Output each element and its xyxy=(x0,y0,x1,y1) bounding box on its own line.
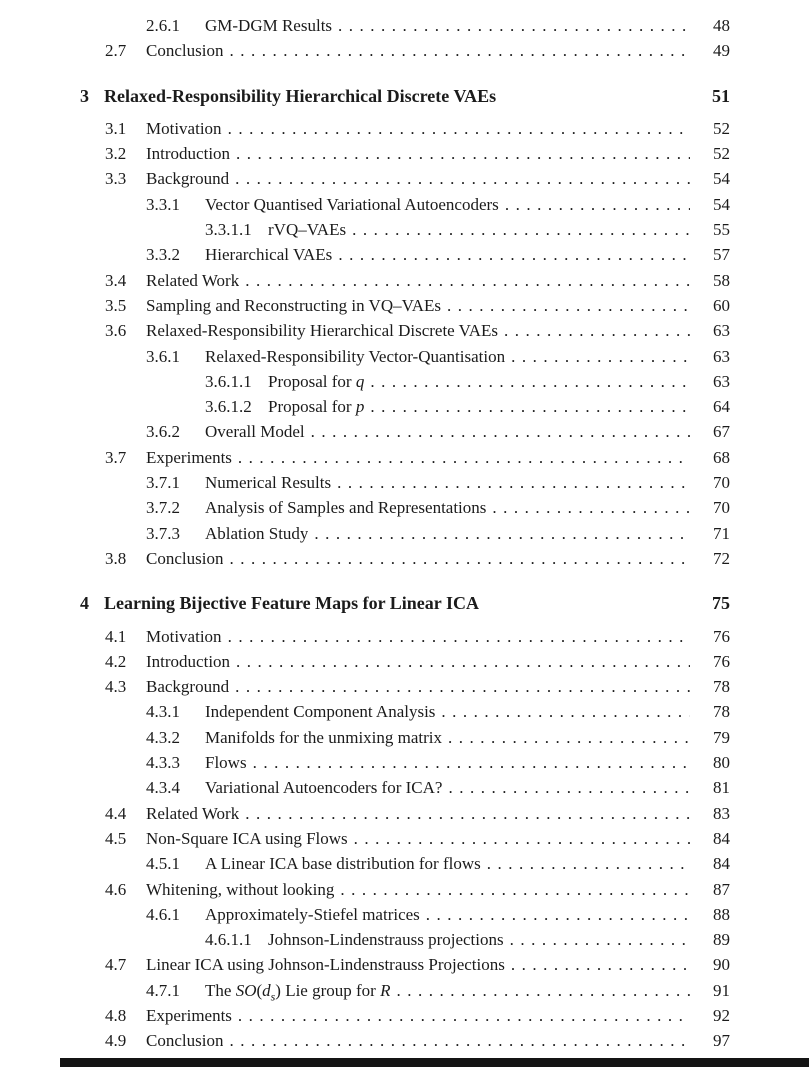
plain-text: ) xyxy=(275,980,281,1000)
entry-title: Linear ICA using Johnson-Lindenstrauss Projections xyxy=(146,955,505,975)
entry-number: 4.6 xyxy=(105,879,127,899)
entry-number: 4.1 xyxy=(105,626,127,646)
entry-title: Johnson-Lindenstrauss projections xyxy=(268,930,504,950)
entry-title: Ablation Study xyxy=(205,523,309,543)
leader-dots xyxy=(245,268,690,293)
toc-entry-row[interactable] xyxy=(80,750,730,775)
page-number: 71 xyxy=(713,523,730,543)
entry-number: 4.6.1 xyxy=(146,904,180,924)
page-number: 54 xyxy=(713,169,730,189)
toc-entry-row[interactable] xyxy=(80,624,730,649)
page-number: 51 xyxy=(712,85,730,106)
entry-number: 4.7.1 xyxy=(146,980,180,1000)
page-number: 54 xyxy=(713,194,730,214)
entry-number: 4.3 xyxy=(105,677,127,697)
entry-title: Numerical Results xyxy=(205,473,332,493)
math-text: SO xyxy=(235,980,257,1000)
page-number: 78 xyxy=(713,702,730,722)
page-number: 84 xyxy=(713,854,730,874)
entry-title: Learning Bijective Feature Maps for Linear ICA xyxy=(104,593,479,614)
page-number: 60 xyxy=(713,295,730,315)
entry-number: 3.7.3 xyxy=(146,523,180,543)
entry-number: 3.6.1 xyxy=(146,346,180,366)
entry-title xyxy=(268,394,364,419)
page-number: 97 xyxy=(713,1031,730,1051)
page-number: 52 xyxy=(713,144,730,164)
leader-dots xyxy=(338,242,690,267)
math-text: R xyxy=(380,980,391,1000)
leader-dots xyxy=(504,318,690,343)
plain-text: Lie group for xyxy=(280,980,381,1000)
entry-title: Non-Square ICA using Flows xyxy=(146,828,348,848)
page-number: 63 xyxy=(713,346,730,366)
leader-dots xyxy=(511,344,690,369)
plain-text: Proposal for xyxy=(268,397,356,417)
entry-title: Relaxed-Responsibility Hierarchical Discrete VAEs xyxy=(146,321,499,341)
toc-entry-row[interactable] xyxy=(80,546,730,571)
toc-entry-row[interactable] xyxy=(80,674,730,699)
leader-dots xyxy=(238,1003,690,1028)
toc-entry-row[interactable] xyxy=(80,826,730,851)
entry-title: Background xyxy=(146,677,230,697)
entry-number: 3.4 xyxy=(105,270,127,290)
entry-number: 3.6.1.2 xyxy=(205,397,252,417)
page-number: 72 xyxy=(713,548,730,568)
entry-number: 3.6.2 xyxy=(146,422,180,442)
leader-dots xyxy=(229,1028,690,1053)
page-number: 52 xyxy=(713,118,730,138)
toc-entry-row[interactable] xyxy=(80,495,730,520)
leader-dots xyxy=(253,750,690,775)
toc-entry-row[interactable] xyxy=(80,649,730,674)
entry-number: 2.7 xyxy=(105,41,127,61)
page-number: 75 xyxy=(712,593,730,614)
entry-title: Relaxed-Responsibility Vector-Quantisation xyxy=(205,346,506,366)
entry-number: 4.3.3 xyxy=(146,753,180,773)
math-text: s xyxy=(270,989,276,1003)
toc-entry-row[interactable] xyxy=(80,318,730,343)
page-number: 67 xyxy=(713,422,730,442)
toc-entry-row[interactable] xyxy=(80,217,730,242)
entry-title: Relaxed-Responsibility Hierarchical Discrete VAEs xyxy=(104,85,497,106)
page-number: 84 xyxy=(713,828,730,848)
toc-entry-row[interactable] xyxy=(80,192,730,217)
entry-title: Conclusion xyxy=(146,1031,224,1051)
leader-dots xyxy=(338,13,690,38)
toc-entry-row[interactable] xyxy=(80,851,730,876)
entry-title: Related Work xyxy=(146,803,240,823)
entry-number: 2.6.1 xyxy=(146,16,180,35)
toc-entry-row[interactable] xyxy=(80,775,730,800)
leader-dots xyxy=(441,699,690,724)
leader-dots xyxy=(370,369,690,394)
page-number: 55 xyxy=(713,220,730,240)
entry-number: 4.5.1 xyxy=(146,854,180,874)
page-number: 83 xyxy=(713,803,730,823)
entry-title: Sampling and Reconstructing in VQ–VAEs xyxy=(146,295,441,315)
leader-dots xyxy=(311,419,690,444)
entry-title: Experiments xyxy=(146,447,232,467)
entry-number: 3.2 xyxy=(105,144,127,164)
entry-number: 3.7.2 xyxy=(146,498,180,518)
leader-dots xyxy=(228,116,690,141)
toc-entry-row[interactable] xyxy=(80,470,730,495)
toc-entry-row[interactable] xyxy=(80,369,730,394)
leader-dots xyxy=(236,649,690,674)
entry-number: 3.6.1.1 xyxy=(205,371,252,391)
leader-dots xyxy=(245,801,690,826)
entry-title xyxy=(268,369,364,394)
page-number: 63 xyxy=(713,371,730,391)
leader-dots xyxy=(228,624,690,649)
page-number: 88 xyxy=(713,904,730,924)
leader-dots xyxy=(337,470,690,495)
page-number: 87 xyxy=(713,879,730,899)
math-text: d xyxy=(262,980,271,1000)
entry-title: Approximately-Stiefel matrices xyxy=(205,904,420,924)
toc-entry-row[interactable] xyxy=(80,344,730,369)
entry-title: Hierarchical VAEs xyxy=(205,245,333,265)
toc-entry-row[interactable] xyxy=(80,877,730,902)
toc-chapter-row[interactable] xyxy=(80,591,730,616)
leader-dots xyxy=(340,877,690,902)
page-number: 78 xyxy=(713,677,730,697)
leader-dots xyxy=(314,521,690,546)
leader-dots xyxy=(447,293,690,318)
entry-number: 4.3.2 xyxy=(146,727,180,747)
entry-number: 4.6.1.1 xyxy=(205,930,252,950)
entry-number: 3 xyxy=(80,85,89,106)
table-of-contents xyxy=(80,13,730,1054)
toc-entry-row[interactable] xyxy=(80,419,730,444)
leader-dots xyxy=(511,952,690,977)
page-number: 90 xyxy=(713,955,730,975)
entry-number: 3.8 xyxy=(105,548,127,568)
entry-number: 3.6 xyxy=(105,321,127,341)
entry-title: Introduction xyxy=(146,651,231,671)
entry-number: 4.4 xyxy=(105,803,127,823)
toc-entry-row[interactable] xyxy=(80,394,730,419)
plain-text: ( xyxy=(256,980,263,1000)
entry-title: Conclusion xyxy=(146,548,224,568)
page-number: 48 xyxy=(713,16,730,35)
leader-dots xyxy=(505,192,690,217)
page-number: 91 xyxy=(713,980,730,1000)
entry-title: Whitening, without looking xyxy=(146,879,335,899)
page-number: 63 xyxy=(713,321,730,341)
entry-title: Flows xyxy=(205,753,247,773)
entry-title: rVQ–VAEs xyxy=(268,220,347,240)
entry-title: A Linear ICA base distribution for flows xyxy=(205,854,481,874)
entry-number: 3.3.1.1 xyxy=(205,220,252,240)
leader-dots xyxy=(235,674,690,699)
page-number: 79 xyxy=(713,727,730,747)
leader-dots xyxy=(426,902,690,927)
plain-text: The xyxy=(205,980,236,1000)
entry-number: 3.5 xyxy=(105,295,127,315)
toc-entry-row[interactable] xyxy=(80,141,730,166)
toc-entry-row[interactable] xyxy=(80,978,730,1003)
leader-dots xyxy=(448,775,690,800)
entry-number: 4.2 xyxy=(105,651,127,671)
entry-title: Experiments xyxy=(146,1005,232,1025)
entry-title: Related Work xyxy=(146,270,240,290)
math-text: p xyxy=(355,397,365,417)
entry-title: Manifolds for the unmixing matrix xyxy=(205,727,443,747)
leader-dots xyxy=(487,851,690,876)
leader-dots xyxy=(235,166,690,191)
entry-number: 3.7 xyxy=(105,447,127,467)
plain-text: Proposal for xyxy=(268,371,356,391)
toc-entry-row[interactable] xyxy=(80,13,730,38)
toc-entry-row[interactable] xyxy=(80,927,730,952)
page-number: 68 xyxy=(713,447,730,467)
toc-entry-row[interactable] xyxy=(80,801,730,826)
entry-number: 3.7.1 xyxy=(146,473,180,493)
leader-dots xyxy=(352,217,690,242)
page-number: 92 xyxy=(713,1005,730,1025)
entry-title: Motivation xyxy=(146,626,222,646)
leader-dots xyxy=(370,394,690,419)
toc-entry-row[interactable] xyxy=(80,952,730,977)
entry-number: 4.9 xyxy=(105,1031,127,1051)
leader-dots xyxy=(448,725,690,750)
toc-entry-row[interactable] xyxy=(80,38,730,63)
bottom-edge-bar xyxy=(60,1058,809,1067)
toc-entry-row[interactable] xyxy=(80,293,730,318)
entry-title: Introduction xyxy=(146,144,231,164)
toc-entry-row[interactable] xyxy=(80,166,730,191)
toc-entry-row[interactable] xyxy=(80,242,730,267)
toc-entry-row[interactable] xyxy=(80,268,730,293)
toc-entry-row[interactable] xyxy=(80,1003,730,1028)
toc-entry-row[interactable] xyxy=(80,521,730,546)
toc-entry-row[interactable] xyxy=(80,116,730,141)
leader-dots xyxy=(229,38,690,63)
leader-dots xyxy=(236,141,690,166)
entry-title: Conclusion xyxy=(146,41,224,61)
page-number: 57 xyxy=(713,245,730,265)
entry-number: 3.1 xyxy=(105,118,127,138)
page-number: 58 xyxy=(713,270,730,290)
entry-number: 4.3.1 xyxy=(146,702,180,722)
page-number: 76 xyxy=(713,651,730,671)
page-number: 70 xyxy=(713,498,730,518)
entry-title: Background xyxy=(146,169,230,189)
leader-dots xyxy=(510,927,690,952)
page-number: 64 xyxy=(713,397,730,417)
toc-entry-row[interactable] xyxy=(80,902,730,927)
entry-number: 4.5 xyxy=(105,828,127,848)
entry-number: 4 xyxy=(80,593,89,614)
page-number: 76 xyxy=(713,626,730,646)
toc-entry-row[interactable] xyxy=(80,1028,730,1053)
toc-entry-row[interactable] xyxy=(80,445,730,470)
math-text: q xyxy=(355,371,365,391)
page-number: 81 xyxy=(713,778,730,798)
leader-dots xyxy=(492,495,690,520)
toc-entry-row[interactable] xyxy=(80,725,730,750)
entry-title xyxy=(205,978,390,1003)
entry-number: 4.8 xyxy=(105,1005,127,1025)
entry-number: 4.3.4 xyxy=(146,778,180,798)
leader-dots xyxy=(229,546,690,571)
page-number: 49 xyxy=(713,41,730,61)
page-number: 70 xyxy=(713,473,730,493)
entry-title: Motivation xyxy=(146,118,222,138)
page-number: 80 xyxy=(713,753,730,773)
page-number: 89 xyxy=(713,930,730,950)
entry-title: Independent Component Analysis xyxy=(205,702,436,722)
entry-title: Vector Quantised Variational Autoencoders xyxy=(205,194,499,214)
entry-number: 4.7 xyxy=(105,955,127,975)
entry-number: 3.3 xyxy=(105,169,127,189)
leader-dots xyxy=(354,826,690,851)
leader-dots xyxy=(396,978,690,1003)
entry-title: Variational Autoencoders for ICA? xyxy=(205,778,443,798)
toc-chapter-row[interactable] xyxy=(80,84,730,109)
entry-title: Overall Model xyxy=(205,422,305,442)
entry-title: GM-DGM Results xyxy=(205,16,333,35)
entry-number: 3.3.2 xyxy=(146,245,180,265)
entry-number: 3.3.1 xyxy=(146,194,180,214)
entry-title: Analysis of Samples and Representations xyxy=(205,498,487,518)
toc-entry-row[interactable] xyxy=(80,699,730,724)
leader-dots xyxy=(238,445,690,470)
